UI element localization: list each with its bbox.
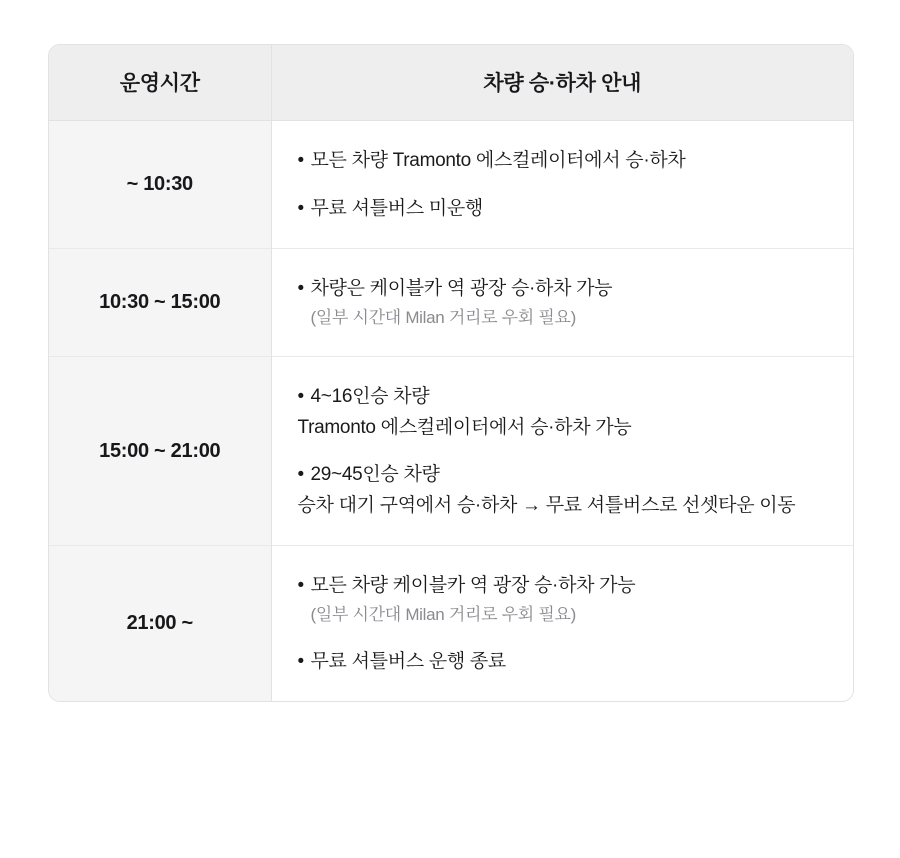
bullet-line	[298, 195, 828, 223]
operating-hours-cell: 15:00 ~ 21:00	[49, 357, 271, 546]
bullet-text: 모든 차량 Tramonto 에스컬레이터에서 승·하차	[310, 150, 686, 171]
bullet-icon: •	[297, 464, 304, 486]
schedule-table	[49, 45, 853, 701]
table-header	[49, 45, 853, 121]
operating-hours-cell: ~ 10:30	[49, 121, 271, 249]
bullet-line	[298, 147, 828, 175]
bullet-text: 모든 차량 케이블카 역 광장 승·하차 가능	[310, 575, 636, 597]
bullet-text: 4~16인승 차량	[310, 386, 430, 408]
bullet-icon: •	[297, 197, 304, 219]
bullet-line	[298, 572, 828, 600]
table-body	[49, 121, 853, 702]
bullet-icon: •	[297, 150, 304, 171]
boarding-info-cell	[271, 546, 853, 701]
table-row	[49, 546, 853, 701]
bullet-group	[298, 383, 828, 441]
column-header-operating-hours: 운영시간	[49, 45, 271, 121]
bullet-icon: •	[297, 575, 304, 597]
bullet-text: 무료 셔틀버스 미운행	[310, 197, 483, 219]
column-header-boarding-info: 차량 승·하차 안내	[271, 45, 853, 121]
table-header-row	[49, 45, 853, 121]
bullet-group	[298, 147, 828, 175]
bullet-group	[298, 461, 828, 519]
operating-hours-cell: 10:30 ~ 15:00	[49, 249, 271, 357]
schedule-table-container	[48, 44, 854, 702]
bullet-subnote: (일부 시간대 Milan 거리로 우회 필요)	[310, 605, 576, 625]
bullet-line	[298, 275, 828, 303]
bullet-group	[298, 195, 828, 223]
bullet-group	[298, 572, 828, 627]
bullet-text: 무료 셔틀버스 운행 종료	[310, 650, 506, 672]
bullet-subnote: (일부 시간대 Milan 거리로 우회 필요)	[310, 307, 576, 327]
bullet-group	[298, 275, 828, 330]
bullet-line	[298, 461, 828, 489]
bullet-continuation: 승차 대기 구역에서 승·하차 → 무료 셔틀버스로 선셋타운 이동	[297, 494, 796, 516]
bullet-line	[298, 648, 828, 676]
bullet-continuation: Tramonto 에스컬레이터에서 승·하차 가능	[297, 416, 632, 438]
bullet-group	[298, 648, 828, 676]
table-row	[49, 121, 853, 249]
bullet-text: 29~45인승 차량	[310, 464, 440, 486]
table-row	[49, 249, 853, 357]
boarding-info-cell	[271, 357, 853, 546]
bullet-line	[298, 383, 828, 411]
boarding-info-cell	[271, 249, 853, 357]
boarding-info-cell	[271, 121, 853, 249]
bullet-text: 차량은 케이블카 역 광장 승·하차 가능	[310, 278, 613, 300]
bullet-icon: •	[297, 278, 304, 300]
bullet-icon: •	[297, 386, 304, 408]
table-row	[49, 357, 853, 546]
bullet-icon: •	[297, 650, 304, 672]
operating-hours-cell: 21:00 ~	[49, 546, 271, 701]
